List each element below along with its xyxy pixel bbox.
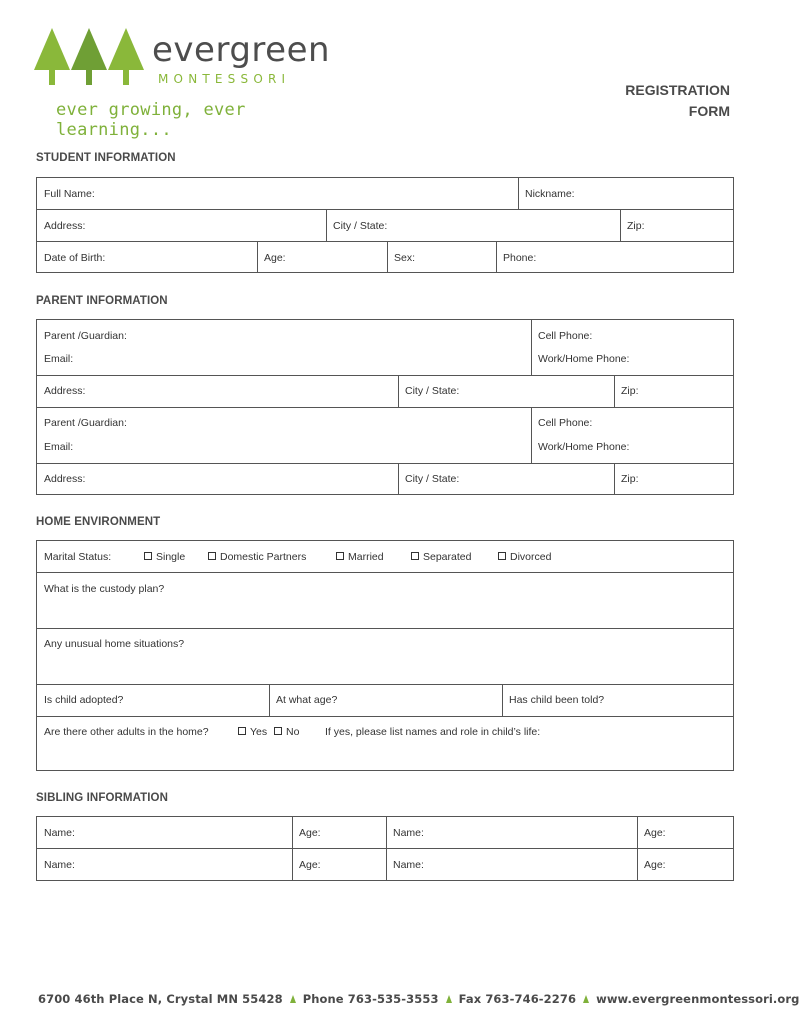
form-title xyxy=(625,80,730,122)
checkbox-icon xyxy=(144,552,152,560)
marital-status-label: Marital Status: xyxy=(44,551,112,563)
student-section-title: STUDENT INFORMATION xyxy=(36,152,176,164)
checkbox-icon xyxy=(411,552,419,560)
guardian1-zip-field[interactable]: Zip: xyxy=(621,385,639,397)
divorced-checkbox[interactable]: Divorced xyxy=(498,551,551,563)
guardian2-zip-field[interactable]: Zip: xyxy=(621,473,639,485)
home-section-title: HOME ENVIRONMENT xyxy=(36,516,161,528)
zip-field[interactable]: Zip: xyxy=(627,220,645,232)
checkbox-icon xyxy=(336,552,344,560)
checkbox-icon xyxy=(238,727,246,735)
checkbox-icon xyxy=(208,552,216,560)
adopted-field[interactable]: Is child adopted? xyxy=(44,694,124,706)
guardian1-email-field[interactable]: Email: xyxy=(44,353,74,365)
guardian1-city-state-field[interactable]: City / State: xyxy=(405,385,460,397)
sibling1-name-field[interactable]: Name: xyxy=(44,827,75,839)
footer-website[interactable]: www.evergreenmontessori.org xyxy=(596,992,800,1006)
other-adults-label: Are there other adults in the home? xyxy=(44,726,209,738)
sibling4-age-field[interactable]: Age: xyxy=(644,859,666,871)
checkbox-icon xyxy=(498,552,506,560)
sibling-info-table xyxy=(36,816,734,881)
child-told-field[interactable]: Has child been told? xyxy=(509,694,605,706)
guardian1-cell-field[interactable]: Cell Phone: xyxy=(538,330,593,342)
other-adults-names-field[interactable]: If yes, please list names and role in child’s life: xyxy=(325,726,541,738)
checkbox-icon xyxy=(274,727,282,735)
married-checkbox[interactable]: Married xyxy=(336,551,384,563)
home-env-table xyxy=(36,540,734,771)
city-state-field[interactable]: City / State: xyxy=(333,220,388,232)
sibling3-age-field[interactable]: Age: xyxy=(299,859,321,871)
form-title-line1: REGISTRATION xyxy=(625,82,730,98)
logo-subtitle: MONTESSORI xyxy=(158,72,291,86)
footer-phone: Phone 763-535-3553 xyxy=(302,992,439,1006)
phone-field[interactable]: Phone: xyxy=(503,252,537,264)
sibling4-name-field[interactable]: Name: xyxy=(393,859,424,871)
logo xyxy=(34,28,334,140)
guardian1-work-phone-field[interactable]: Work/Home Phone: xyxy=(538,353,630,365)
separated-checkbox[interactable]: Separated xyxy=(411,551,471,563)
tree-icon xyxy=(446,995,452,1003)
yes-checkbox[interactable]: Yes xyxy=(238,726,267,738)
custody-plan-field[interactable]: What is the custody plan? xyxy=(44,583,165,595)
full-name-field[interactable]: Full Name: xyxy=(44,188,95,200)
footer-address: 6700 46th Place N, Crystal MN 55428 xyxy=(38,992,283,1006)
sibling-section-title: SIBLING INFORMATION xyxy=(36,792,169,804)
sibling3-name-field[interactable]: Name: xyxy=(44,859,75,871)
guardian2-email-field[interactable]: Email: xyxy=(44,441,74,453)
age-field[interactable]: Age: xyxy=(264,252,286,264)
guardian2-cell-field[interactable]: Cell Phone: xyxy=(538,417,593,429)
guardian1-address-field[interactable]: Address: xyxy=(44,385,86,397)
sex-field[interactable]: Sex: xyxy=(394,252,416,264)
guardian2-address-field[interactable]: Address: xyxy=(44,473,86,485)
dob-field[interactable]: Date of Birth: xyxy=(44,252,106,264)
parent-info-table xyxy=(36,319,734,495)
parent-section-title: PARENT INFORMATION xyxy=(36,295,168,307)
single-checkbox[interactable]: Single xyxy=(144,551,185,563)
tree-icon xyxy=(583,995,589,1003)
unusual-situations-field[interactable]: Any unusual home situations? xyxy=(44,638,185,650)
sibling2-name-field[interactable]: Name: xyxy=(393,827,424,839)
adopted-age-field[interactable]: At what age? xyxy=(276,694,338,706)
tree-icon xyxy=(290,995,296,1003)
guardian2-city-state-field[interactable]: City / State: xyxy=(405,473,460,485)
footer-fax: Fax 763-746-2276 xyxy=(458,992,577,1006)
address-field[interactable]: Address: xyxy=(44,220,86,232)
form-title-line2: FORM xyxy=(688,103,730,119)
no-checkbox[interactable]: No xyxy=(274,726,299,738)
sibling2-age-field[interactable]: Age: xyxy=(644,827,666,839)
tree-icon xyxy=(34,28,152,90)
student-info-table xyxy=(36,177,734,273)
logo-tagline: ever growing, ever learning... xyxy=(56,100,246,140)
guardian1-field[interactable]: Parent /Guardian: xyxy=(44,330,127,342)
sibling1-age-field[interactable]: Age: xyxy=(299,827,321,839)
footer xyxy=(38,992,800,1006)
nickname-field[interactable]: Nickname: xyxy=(525,188,575,200)
guardian2-work-phone-field[interactable]: Work/Home Phone: xyxy=(538,441,630,453)
guardian2-field[interactable]: Parent /Guardian: xyxy=(44,417,127,429)
domestic-partners-checkbox[interactable]: Domestic Partners xyxy=(208,551,306,563)
logo-name: evergreen xyxy=(152,30,331,70)
